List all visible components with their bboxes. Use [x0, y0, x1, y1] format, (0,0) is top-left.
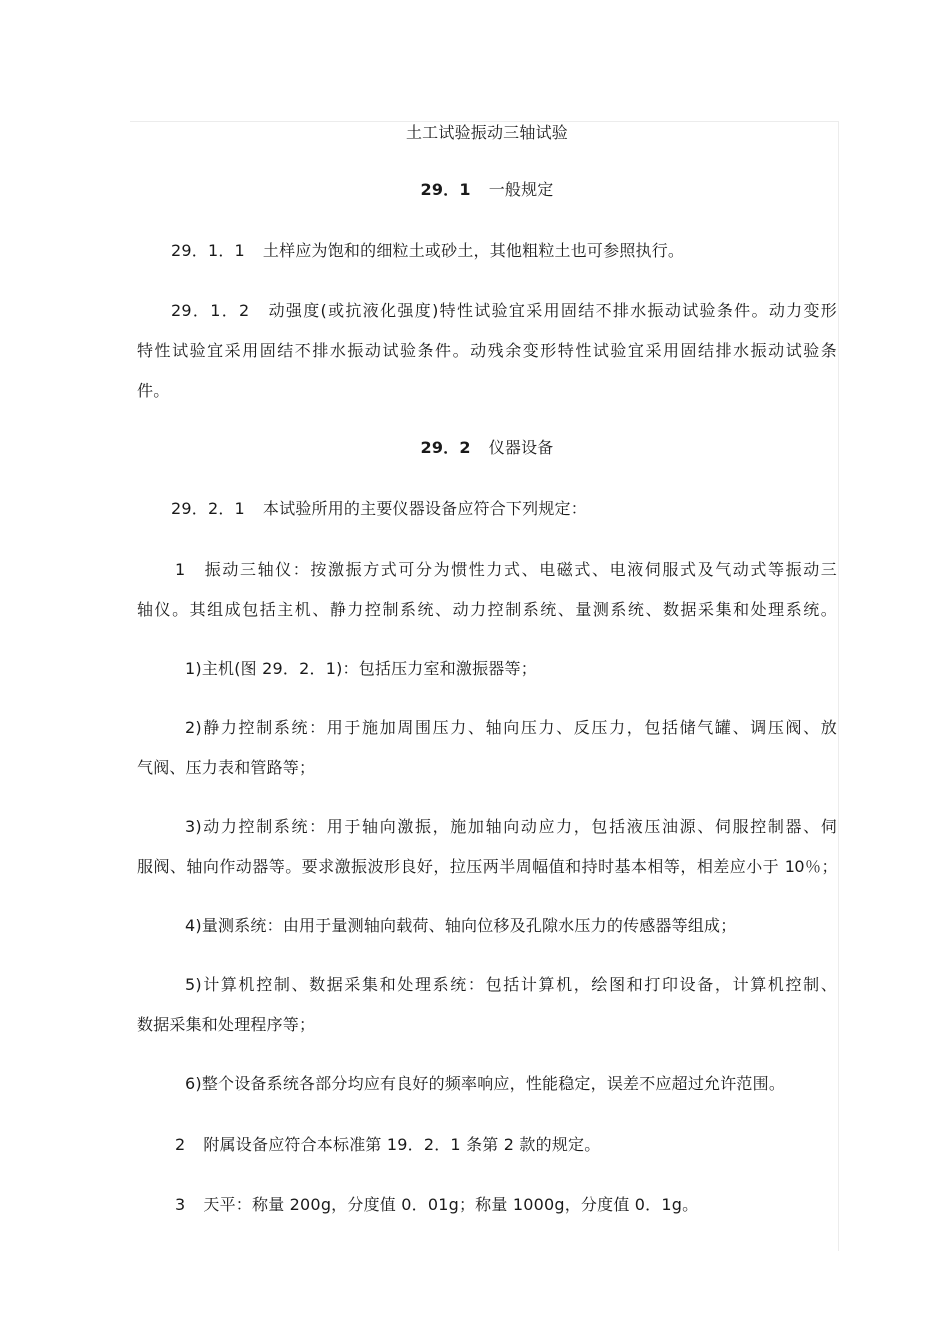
- item-1-line-1: 1 振动三轴仪：按激振方式可分为惯性力式、电磁式、电液伺服式及气动式等振动三: [175, 560, 837, 579]
- section-heading-29-2: [137, 438, 837, 458]
- item-number: 2: [175, 1135, 186, 1154]
- clause-number: 29．1．1: [171, 241, 245, 260]
- item-2: 2 附属设备应符合本标准第 19．2．1 条第 2 款的规定。: [175, 1135, 601, 1154]
- clause-29-1-1: [171, 241, 831, 261]
- sub-item-1: 1)主机(图 29．2．1)：包括压力室和激振器等；: [185, 659, 537, 678]
- clause-text: 土样应为饱和的细粒土或砂土，其他粗粒土也可参照执行。: [262, 241, 685, 260]
- clause-29-2-1: [171, 499, 831, 519]
- sub-item-3-line-2: 服阀、轴向作动器等。要求激振波形良好，拉压两半周幅值和持时基本相等，相差应小于 10％；: [137, 857, 837, 876]
- sub-item-5-line-1: 5)计算机控制、数据采集和处理系统：包括计算机，绘图和打印设备，计算机控制、: [185, 975, 837, 994]
- document-title: 土工试验振动三轴试验: [405, 123, 568, 142]
- sub-item-6: 6)整个设备系统各部分均应有良好的频率响应，性能稳定，误差不应超过允许范围。: [185, 1074, 786, 1093]
- sub-item-5-line-2: 数据采集和处理程序等；: [137, 1015, 316, 1034]
- section-title: 仪器设备: [488, 438, 554, 457]
- clause-29-1-2-line-1: [171, 301, 837, 321]
- item-number: 3: [175, 1195, 186, 1214]
- sub-item-2-line-2: 气阀、压力表和管路等；: [137, 758, 316, 777]
- section-title: 一般规定: [488, 180, 554, 199]
- section-number: 29．2: [420, 438, 471, 457]
- item-1-line-2: 轴仪。其组成包括主机、静力控制系统、动力控制系统、量测系统、数据采集和处理系统。: [137, 600, 837, 619]
- sub-item-2-line-1: 2)静力控制系统：用于施加周围压力、轴向压力、反压力，包括储气罐、调压阀、放: [185, 718, 837, 737]
- sub-item-4: 4)量测系统：由用于量测轴向载荷、轴向位移及孔隙水压力的传感器等组成；: [185, 916, 737, 935]
- section-heading-29-1: [137, 180, 837, 200]
- clause-29-1-2-line-2: 特性试验宜采用固结不排水振动试验条件。动残余变形特性试验宜采用固结排水振动试验条: [137, 341, 837, 360]
- section-number: 29．1: [420, 180, 471, 199]
- item-3: 3 天平：称量 200g，分度值 0．01g；称量 1000g，分度值 0．1g。: [175, 1195, 699, 1214]
- item-number: 1: [175, 560, 186, 579]
- sub-item-3-line-1: 3)动力控制系统：用于轴向激振，施加轴向动应力，包括液压油源、伺服控制器、伺: [185, 817, 837, 836]
- clause-text: 本试验所用的主要仪器设备应符合下列规定：: [262, 499, 587, 518]
- clause-text: 动强度(或抗液化强度)特性试验宜采用固结不排水振动试验条件。动力变形: [267, 301, 838, 320]
- clause-29-1-2-line-3: 件。: [137, 381, 170, 400]
- clause-number: 29．2．1: [171, 499, 245, 518]
- clause-number: 29．1．2: [171, 301, 250, 320]
